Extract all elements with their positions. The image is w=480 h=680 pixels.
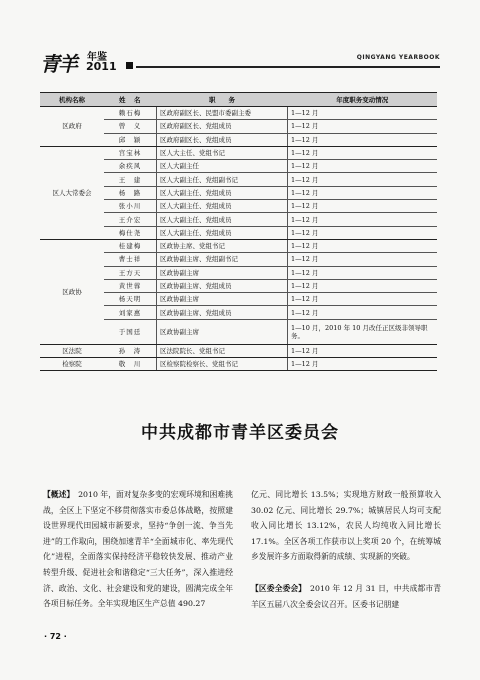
name-cell: 邱 颖 <box>104 133 157 146</box>
table-row <box>40 146 437 159</box>
post-cell: 区人大副主任、党组副书记 <box>157 173 288 186</box>
note-cell: 1—12 月 <box>288 213 438 226</box>
post-cell: 区人大副主任、党组成员 <box>157 186 288 199</box>
column-header: 年度职务变动情况 <box>288 93 438 107</box>
note-cell: 1—12 月 <box>288 107 438 120</box>
officials-table <box>40 92 437 371</box>
page-number: · 72 · <box>44 632 67 641</box>
paragraph-keyword: 【概述】 <box>43 490 71 499</box>
table-header-row <box>40 93 437 107</box>
post-cell: 区人大副主任、党组成员 <box>157 213 288 226</box>
post-cell: 区人大主任、党组书记 <box>157 146 288 159</box>
note-cell: 1—12 月 <box>288 186 438 199</box>
body-column-left <box>43 487 233 612</box>
name-cell: 王 建 <box>104 173 157 186</box>
note-cell: 1—12 月 <box>288 160 438 173</box>
name-cell: 刘家惠 <box>104 306 157 319</box>
note-cell: 1—12 月 <box>288 266 438 279</box>
running-header <box>40 48 440 78</box>
note-cell: 1—12 月 <box>288 120 438 133</box>
table-row <box>40 239 437 252</box>
name-cell: 敬 川 <box>104 358 157 371</box>
org-cell: 检察院 <box>40 358 104 371</box>
org-cell: 区法院 <box>40 344 104 357</box>
note-cell: 1—12 月 <box>288 133 438 146</box>
paragraph-text: 2010 年 12 月 31 日，中共成都市青羊区五届八次全委会议召开。区委书记朋建 <box>251 583 441 609</box>
name-cell: 赖石梅 <box>104 107 157 120</box>
org-cell: 区政府 <box>40 107 104 147</box>
post-cell: 区政协副主席、党组成员 <box>157 306 288 319</box>
name-cell: 黄世蓉 <box>104 279 157 292</box>
note-cell: 1—12 月 <box>288 146 438 159</box>
note-cell: 1—12 月 <box>288 279 438 292</box>
column-header: 职 务 <box>157 93 288 107</box>
yearbook-logo-title: 青羊 <box>40 52 76 76</box>
name-cell: 杨 路 <box>104 186 157 199</box>
note-cell: 1—10 月，2010 年 10 月改任正区级非领导职务。 <box>288 319 438 344</box>
post-cell: 区政协副主席、党组副书记 <box>157 253 288 266</box>
org-cell: 区人大常委会 <box>40 146 104 239</box>
post-cell: 区人大副主任 <box>157 160 288 173</box>
post-cell: 区政协副主席 <box>157 293 288 306</box>
yearbook-logo-year: 2011 <box>86 60 117 73</box>
post-cell: 区政府副区长、党组成员 <box>157 120 288 133</box>
note-cell: 1—12 月 <box>288 239 438 252</box>
note-cell: 1—12 月 <box>288 306 438 319</box>
name-cell: 曾 义 <box>104 120 157 133</box>
name-cell: 孙 涛 <box>104 344 157 357</box>
post-cell: 区政府副区长、民盟市委副主委 <box>157 107 288 120</box>
name-cell: 王方天 <box>104 266 157 279</box>
paragraph-keyword: 【区委全委会】 <box>251 583 303 593</box>
post-cell: 区政协主席、党组书记 <box>157 239 288 252</box>
paragraph-text: 2010 年，面对复杂多变的宏观环境和困难挑战，全区上下坚定不移贯彻落实市委总体战略，按照建设世界现代田园城市新要求，坚持“争创一流、争当先进”的工作取向，围绕加速青羊“全面城市化、率先现代化”进程，全面落实保持经济平稳较快发展、推动产业转型升级、促进社会和谐稳定“三大任务”，深入推进经济、政治、文化、社会建设和党的建设，圆满完成全年各项目标任务。全年实现地区生产总值 490.27 <box>43 490 233 609</box>
name-cell: 张小川 <box>104 200 157 213</box>
table-row <box>40 344 437 357</box>
org-cell: 区政协 <box>40 239 104 344</box>
paragraph-text: 亿元、同比增长 13.5%；实现地方财政一般预算收入 30.02 亿元、同比增长 29.7%；城镇居民人均可支配收入同比增长 13.12%，农民人均纯收入同比增长 17.1%。全区各项工作获市以上奖项 20 个，在统筹城乡发展许多方面取得新的成绩、实现新的突破。 <box>251 490 441 562</box>
header-square-mark <box>126 62 133 69</box>
yearbook-logo-subtitle: 年鉴 <box>87 52 107 63</box>
header-rule <box>136 66 440 68</box>
name-cell: 杨天明 <box>104 293 157 306</box>
body-column-right <box>251 487 441 612</box>
table-row <box>40 107 437 120</box>
post-cell: 区政府副区长、党组成员 <box>157 133 288 146</box>
post-cell: 区政协副主席 <box>157 319 288 344</box>
column-header: 机构名称 <box>40 93 104 107</box>
post-cell: 区人大副主任、党组成员 <box>157 226 288 239</box>
note-cell: 1—12 月 <box>288 173 438 186</box>
name-cell: 于国廷 <box>104 319 157 344</box>
note-cell: 1—12 月 <box>288 344 438 357</box>
name-cell: 余疾风 <box>104 160 157 173</box>
post-cell: 区检察院检察长、党组书记 <box>157 358 288 371</box>
note-cell: 1—12 月 <box>288 200 438 213</box>
note-cell: 1—12 月 <box>288 293 438 306</box>
section-title: 中共成都市青羊区委员会 <box>141 423 339 443</box>
name-cell: 王介宏 <box>104 213 157 226</box>
name-cell: 宫宝林 <box>104 146 157 159</box>
name-cell: 曹士祥 <box>104 253 157 266</box>
note-cell: 1—12 月 <box>288 358 438 371</box>
column-header: 姓 名 <box>104 93 157 107</box>
post-cell: 区政协副主席、党组成员 <box>157 279 288 292</box>
post-cell: 区法院院长、党组书记 <box>157 344 288 357</box>
name-cell: 梅仕尧 <box>104 226 157 239</box>
name-cell: 桂建梅 <box>104 239 157 252</box>
table-row <box>40 358 437 371</box>
note-cell: 1—12 月 <box>288 253 438 266</box>
note-cell: 1—12 月 <box>288 226 438 239</box>
post-cell: 区人大副主任、党组成员 <box>157 200 288 213</box>
post-cell: 区政协副主席 <box>157 266 288 279</box>
header-english-title: QINGYANG YEARBOOK <box>356 54 440 61</box>
